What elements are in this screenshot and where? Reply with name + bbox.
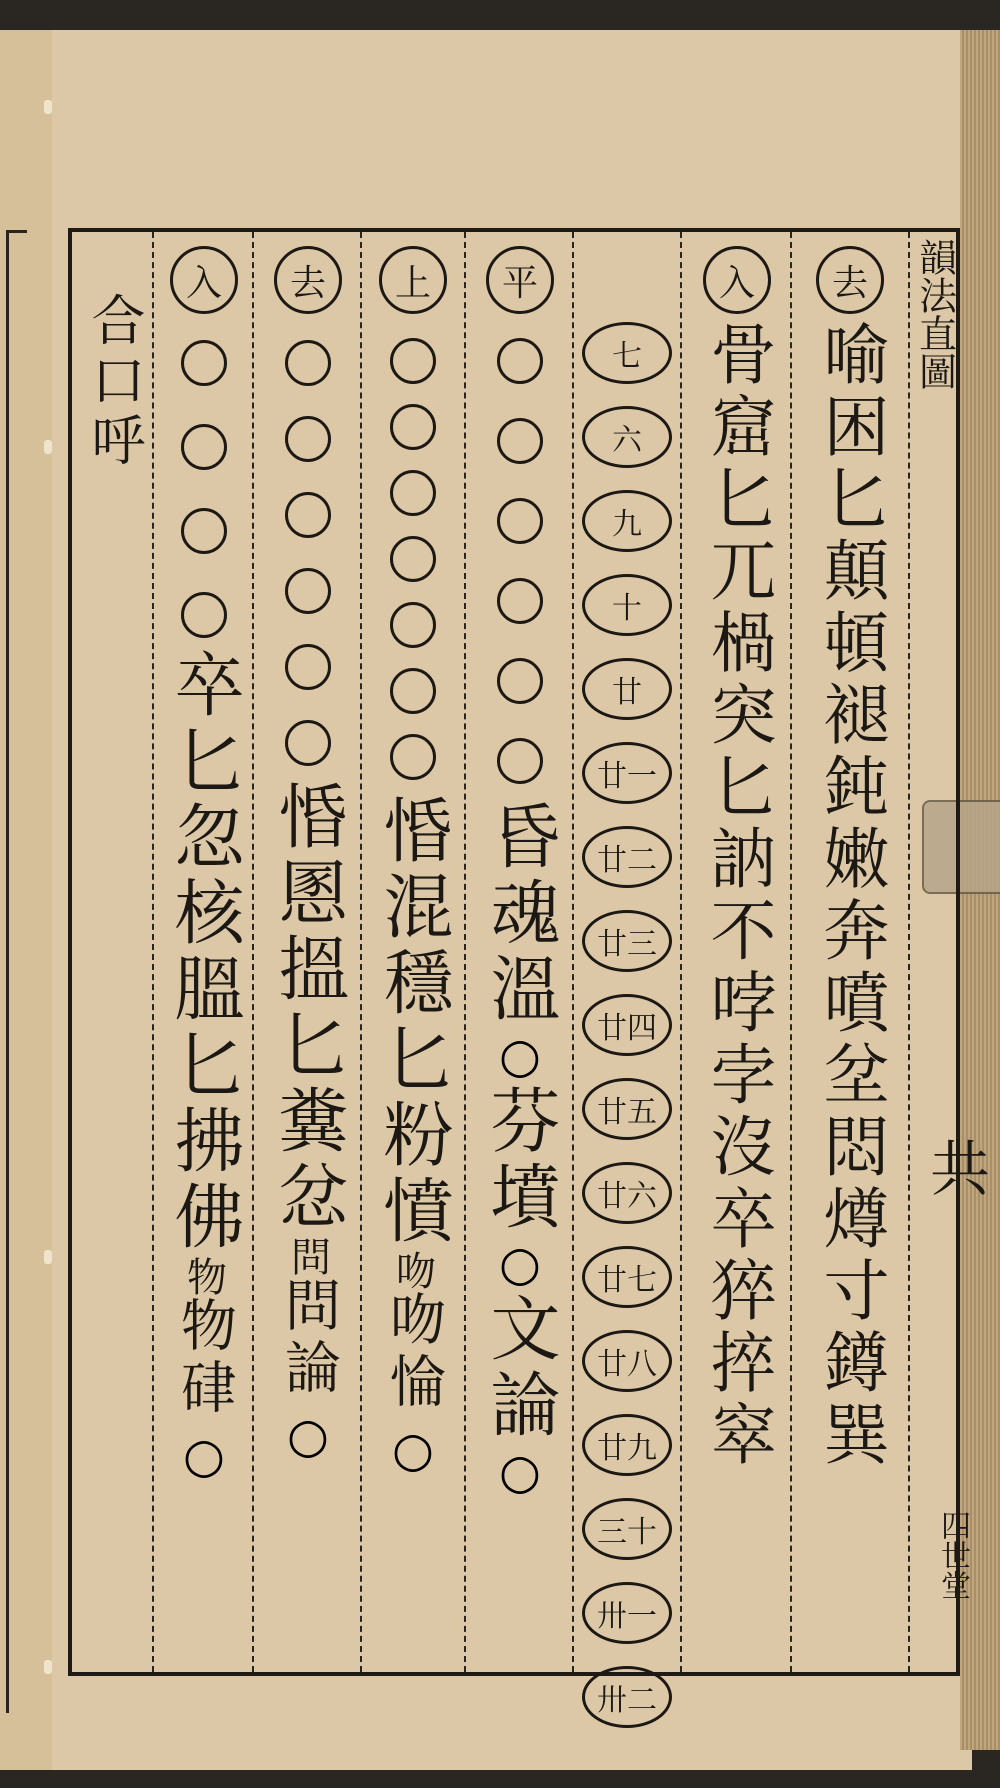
tone-marker-level (486, 246, 554, 314)
empty-circle (390, 668, 436, 714)
tone-marker-entering (170, 246, 238, 314)
sequence-number: 廿 (582, 658, 672, 720)
empty-mark: ○ (499, 1236, 541, 1292)
empty-circle (497, 338, 543, 384)
annotation-small: 吻 (389, 1250, 436, 1290)
empty-mark: ○ (392, 1422, 434, 1478)
column-characters-tail: 問論 (276, 1276, 341, 1400)
column-characters: 喻困匕顛頓褪鈍嫩奔噴坌悶燇寸鐏巽 (812, 320, 889, 1472)
margin-character: 共 (930, 1135, 990, 1205)
grid-column-entering (156, 246, 252, 1484)
sequence-number: 廿五 (582, 1078, 672, 1140)
sequence-number: 十 (582, 574, 672, 636)
tone-label: 去 (289, 262, 326, 304)
column-characters: 芬墳 (479, 1084, 561, 1236)
empty-circle (497, 738, 543, 784)
annotation-small: 問 (284, 1236, 331, 1276)
binding-stitch (44, 1250, 52, 1264)
column-rule (152, 232, 154, 1672)
empty-circle (497, 418, 543, 464)
row-label (76, 292, 152, 472)
empty-circle (497, 498, 543, 544)
sequence-number: 三十 (582, 1498, 672, 1560)
sequence-number: 廿一 (582, 742, 672, 804)
grid-column-rising (362, 246, 464, 1478)
empty-circle (181, 424, 227, 470)
tone-label: 上 (394, 262, 431, 304)
sequence-number: 卅一 (582, 1582, 672, 1644)
grid-column-departing (256, 246, 360, 1464)
empty-mark: ○ (499, 1444, 541, 1500)
empty-circle (181, 508, 227, 554)
sequence-number: 廿七 (582, 1246, 672, 1308)
empty-circle (285, 416, 331, 462)
sequence-number: 廿六 (582, 1162, 672, 1224)
entering-tone-column (684, 246, 790, 1472)
sequence-number: 卅二 (582, 1666, 672, 1728)
sequence-number: 廿三 (582, 910, 672, 972)
empty-circle (390, 470, 436, 516)
rhyme-table-frame (68, 228, 960, 1718)
sequence-number: 六 (582, 406, 672, 468)
empty-circle (285, 720, 331, 766)
book-title: 韻法直圖 (912, 238, 957, 390)
empty-circle (390, 404, 436, 450)
departing-tone-column (792, 246, 908, 1472)
empty-circle (390, 734, 436, 780)
numbered-column (574, 322, 680, 1750)
sequence-number: 廿四 (582, 994, 672, 1056)
column-characters-tail: 物硉 (172, 1296, 237, 1420)
empty-circle (497, 658, 543, 704)
empty-mark: ○ (287, 1408, 329, 1464)
column-characters: 文論 (479, 1292, 561, 1444)
tone-label: 入 (185, 262, 222, 304)
column-characters: 骨窟匕兀楇突匕訥不哱孛沒卒猝捽窣 (699, 320, 776, 1472)
publisher-mark: 四世堂 (935, 1510, 970, 1600)
empty-circle (390, 338, 436, 384)
column-characters: 昏魂溫 (479, 800, 561, 1028)
column-rule (680, 232, 682, 1672)
tone-marker-departing (274, 246, 342, 314)
tone-marker-departing (816, 246, 884, 314)
annotation-small: 物 (180, 1256, 227, 1296)
previous-page-frame (6, 230, 27, 1713)
binding-stitch (44, 1660, 52, 1674)
previous-page-edge (0, 30, 54, 1770)
empty-circle (390, 536, 436, 582)
empty-circle (181, 592, 227, 638)
binding-stitch (44, 440, 52, 454)
sequence-number: 廿九 (582, 1414, 672, 1476)
empty-circle (285, 568, 331, 614)
empty-mark: ○ (499, 1028, 541, 1084)
empty-circle (285, 644, 331, 690)
column-rule (908, 232, 910, 1672)
column-characters-tail: 吻惀 (381, 1290, 446, 1414)
tone-label: 平 (501, 262, 538, 304)
column-rule (252, 232, 254, 1672)
column-characters: 卒匕忽核膃匕拂佛 (163, 648, 245, 1256)
sequence-number: 廿二 (582, 826, 672, 888)
sequence-number: 廿八 (582, 1330, 672, 1392)
margin-title (910, 238, 960, 390)
empty-circle (390, 602, 436, 648)
column-characters: 惛混穩匕粉憤 (372, 794, 454, 1250)
tone-marker-rising (379, 246, 447, 314)
tone-marker-entering (703, 246, 771, 314)
sequence-number: 七 (582, 322, 672, 384)
empty-circle (285, 492, 331, 538)
grid-column-level (468, 246, 572, 1500)
tone-label: 去 (831, 262, 868, 304)
column-characters: 惛慁搵匕糞忿 (267, 780, 349, 1236)
sequence-number: 九 (582, 490, 672, 552)
empty-circle (497, 578, 543, 624)
empty-mark: ○ (183, 1428, 225, 1484)
tone-label: 入 (718, 262, 755, 304)
column-rule (464, 232, 466, 1672)
empty-circle (181, 340, 227, 386)
row-label-text: 合口呼 (83, 292, 146, 472)
binding-stitch (44, 100, 52, 114)
empty-circle (285, 340, 331, 386)
